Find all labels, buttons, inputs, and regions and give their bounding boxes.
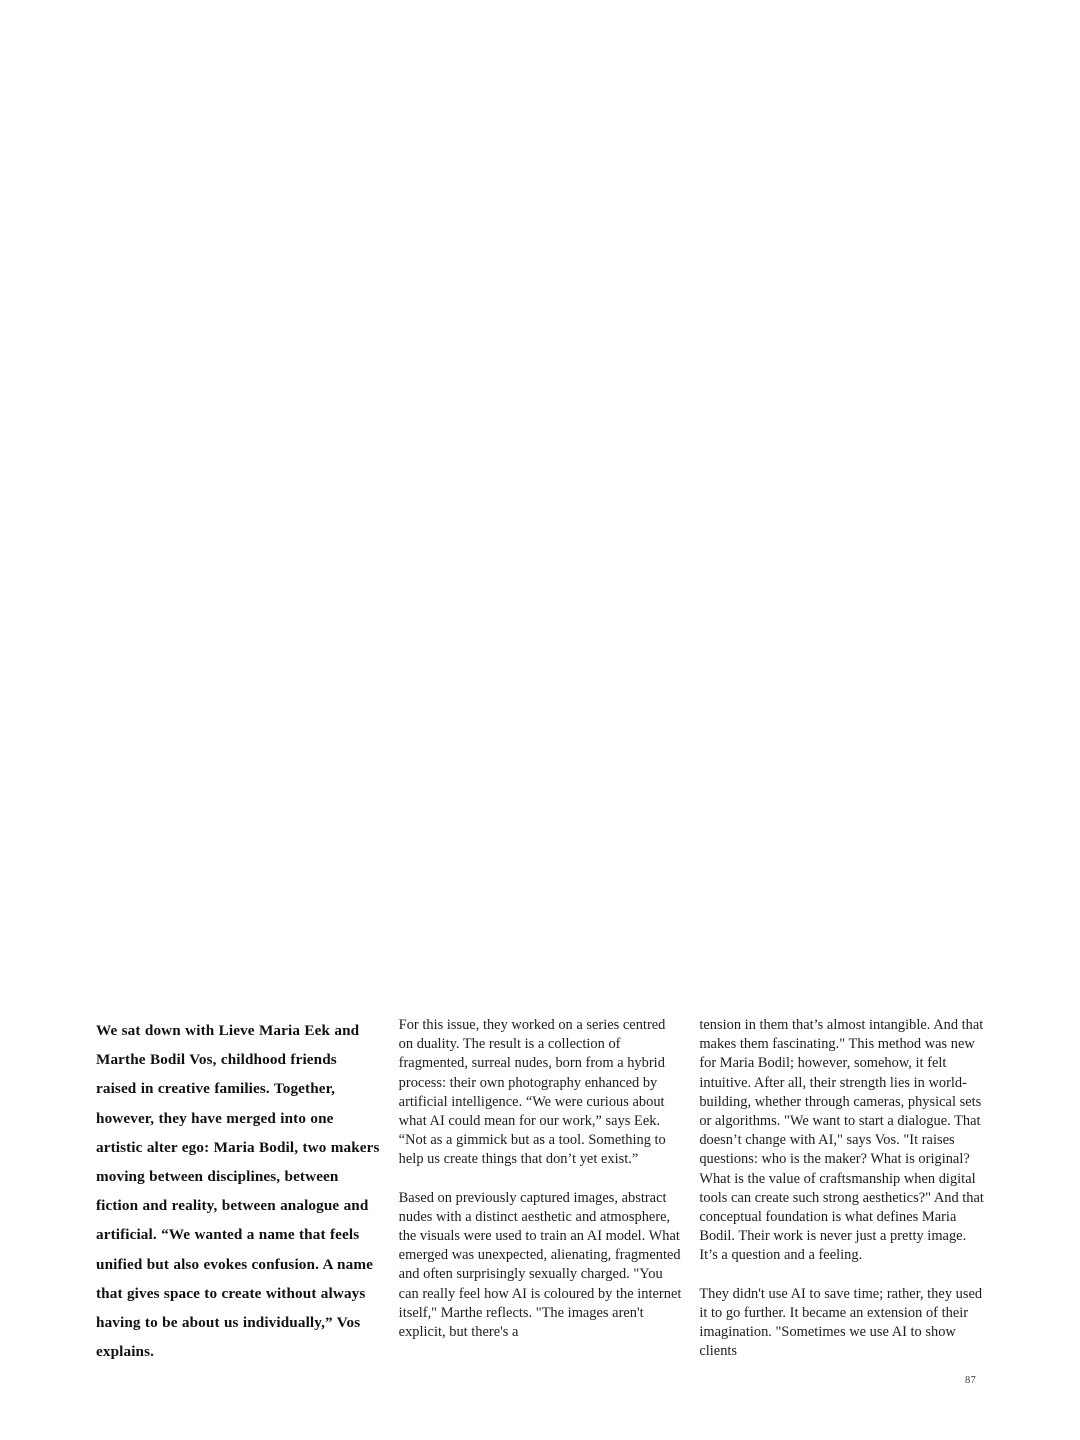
column-right [699, 1016, 986, 1361]
body-paragraph: For this issue, they worked on a series centred on duality. The result is a collection of fragmented, surreal nudes, born from a hybrid process: their own photography enhanced by artificial intelligence. “We were curious about what AI could mean for our work,” says Eek. “Not as a gimmick but as a tool. Something to help us create things that don’t yet exist.” [398, 1017, 666, 1168]
page-number: 87 [965, 1375, 977, 1386]
body-paragraph: tension in them that’s almost intangible. And that makes them fascinating." This method was new for Maria Bodil; however, somehow, it felt intuitive. After all, their strength lies in world-building, whether through cameras, physical sets or algorithms. "We want to start a dialogue. That doesn’t change with AI," says Vos. "It raises questions: who is the maker? What is original? What is the value of craftsmanship when digital tools can create such strong aesthetics?" And that conceptual foundation is what defines Maria Bodil. Their work is never just a pretty image. It’s a question and a feeling. [699, 1017, 984, 1264]
article-columns [96, 1016, 986, 1366]
column-middle [399, 1016, 684, 1342]
body-paragraph: They didn't use AI to save time; rather, they used it to go further. It became an extension of their imagination. "Sometimes we use AI to show clients [699, 1285, 983, 1360]
column-lead [96, 1016, 381, 1366]
body-paragraph: Based on previously captured images, abstract nudes with a distinct aesthetic and atmosphere, the visuals were used to train an AI model. What emerged was unexpected, alienating, fragmented and often surprisingly sexually charged. "You can really feel how AI is coloured by the internet itself," Marthe reflects. "The images aren't explicit, but there's a [398, 1189, 682, 1341]
lead-paragraph: We sat down with Lieve Maria Eek and Marthe Bodil Vos, childhood friends raised in creative families. Together, however, they have merged into one artistic alter ego: Maria Bodil, two makers moving between disciplines, between fiction and reality, between analogue and artificial. “We wanted a name that feels unified but also evokes confusion. A name that gives space to create without always having to be about us individually,” Vos explains. [96, 1022, 380, 1361]
